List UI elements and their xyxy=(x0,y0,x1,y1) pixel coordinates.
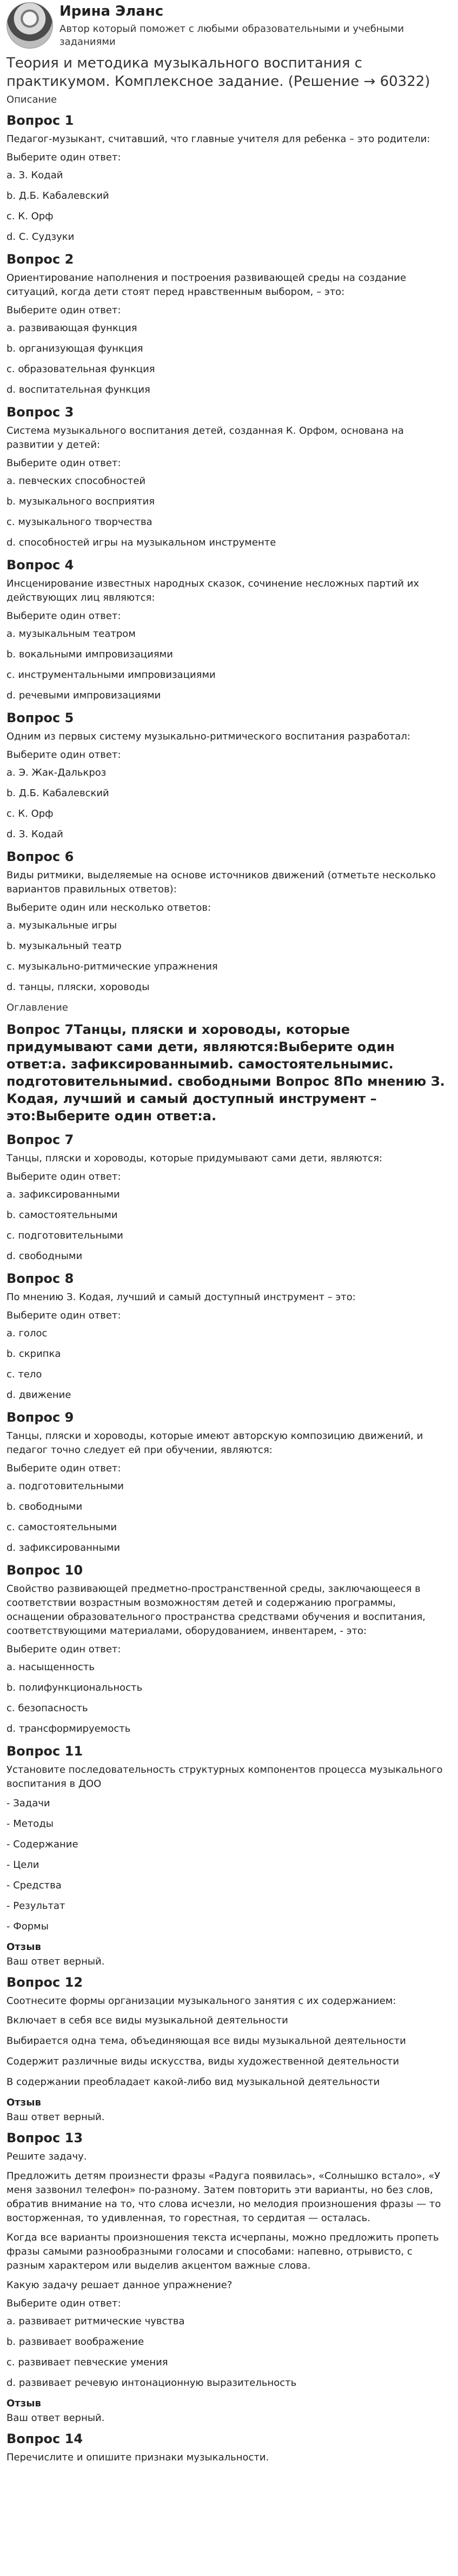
question-block xyxy=(6,1271,452,1401)
question-block xyxy=(6,557,452,702)
description-label: Описание xyxy=(6,94,57,105)
answer-option: b. Д.Б. Кабалевский xyxy=(6,190,109,201)
answer-option: a. развивающая функция xyxy=(6,322,137,334)
question-text: Танцы, пляски и хороводы, которые имеют авторскую композицию движений, и педагог точно следует ей при обучении, являются: xyxy=(6,1430,423,1456)
answer-option: d. зафиксированными xyxy=(6,1542,121,1553)
question-heading: Вопрос 11 xyxy=(6,1744,83,1759)
answer-option: a. певческих способностей xyxy=(6,475,146,487)
question-text: Соотнесите формы организации музыкального занятия с их содержанием: xyxy=(6,1995,396,2007)
answer-option: d. С. Судзуки xyxy=(6,231,75,243)
answer-options xyxy=(6,475,452,549)
answer-options xyxy=(6,170,452,243)
answer-hint: Выберите один ответ: xyxy=(6,610,121,622)
author-name[interactable]: Ирина Эланс xyxy=(59,3,164,19)
answer-option: b. организующая функция xyxy=(6,343,143,354)
avatar[interactable] xyxy=(6,2,53,49)
answer-options xyxy=(6,2316,452,2389)
case-text-2: Когда все варианты произношения текста исчерпаны, можно предложить пропеть фразы самыми разнообразными голосами и способами: напевно, отрывисто, с разным характером или выделив акцентом важные слова. xyxy=(6,2232,439,2271)
question-14 xyxy=(6,2431,452,2465)
answer-option: d. воспитательная функция xyxy=(6,384,150,395)
answer-option: d. свободными xyxy=(6,1250,83,1262)
answer-option: d. способностей игры на музыкальном инструменте xyxy=(6,537,276,548)
answer-options xyxy=(6,920,452,993)
feedback-title: Отзыв xyxy=(6,2398,41,2409)
answer-option: a. З. Кодай xyxy=(6,170,63,181)
answer-option: b. Д.Б. Кабалевский xyxy=(6,788,109,799)
answer-options xyxy=(6,322,452,396)
question-13 xyxy=(6,2130,452,2424)
question-block xyxy=(6,849,452,993)
answer-option: a. музыкальным театром xyxy=(6,628,136,640)
feedback-text: Ваш ответ верный. xyxy=(6,2111,105,2123)
question-heading: Вопрос 2 xyxy=(6,252,74,267)
feedback-text: Ваш ответ верный. xyxy=(6,2412,105,2424)
answer-hint: Выберите один ответ: xyxy=(6,2298,121,2309)
question-12 xyxy=(6,1975,452,2123)
sequence-item: - Результат xyxy=(6,1900,65,1912)
answer-option: d. речевыми импровизациями xyxy=(6,690,161,701)
answer-option: b. вокальными импровизациями xyxy=(6,649,173,660)
question-block xyxy=(6,405,452,549)
answer-option: c. подготовительными xyxy=(6,1230,123,1241)
question-text: Какую задачу решает данное упражнение? xyxy=(6,2279,233,2291)
answer-option: c. тело xyxy=(6,1369,42,1380)
question-text: Педагог-музыкант, считавший, что главные учителя для ребенка – это родители: xyxy=(6,133,430,145)
answer-option: a. насыщенность xyxy=(6,1662,95,1673)
answer-options xyxy=(6,767,452,840)
question-text: Система музыкального воспитания детей, созданная К. Орфом, основана на развитии у детей: xyxy=(6,425,404,450)
feedback-title: Отзыв xyxy=(6,1941,41,1953)
author-info xyxy=(59,2,406,49)
answer-hint: Выберите один ответ: xyxy=(6,749,121,761)
question-block xyxy=(6,710,452,840)
author-block xyxy=(6,2,452,49)
page-title: Теория и методика музыкального воспитания с практикумом. Комплексное задание. (Решение → 60322) xyxy=(6,55,430,90)
question-heading: Вопрос 4 xyxy=(6,557,74,573)
question-heading: Вопрос 12 xyxy=(6,1975,83,1990)
question-text: Свойство развивающей предметно-пространственной среды, заключающееся в соответствии возрастным возможностям детей и содержанию программы, оснащении образовательного пространства средствами обучения и воспитания, соответствующими материалами, оборудованием, инвентарем, - это: xyxy=(6,1583,426,1637)
answer-options xyxy=(6,1328,452,1401)
question-heading: Вопрос 6 xyxy=(6,849,74,864)
answer-option: b. полифункциональность xyxy=(6,1682,143,1693)
answer-option: d. трансформируемость xyxy=(6,1723,131,1734)
answer-option: b. самостоятельными xyxy=(6,1209,118,1221)
question-heading: Вопрос 9 xyxy=(6,1410,74,1425)
question-text: Танцы, пляски и хороводы, которые придумывают сами дети, являются: xyxy=(6,1153,383,1164)
question-block xyxy=(6,1132,452,1262)
question-text: Инсценирование известных народных сказок, сочинение несложных партий их действующих лиц являются: xyxy=(6,578,420,603)
answer-hint: Выберите один ответ: xyxy=(6,1463,121,1474)
answer-option: d. танцы, пляски, хороводы xyxy=(6,981,150,993)
matching-item: Выбирается одна тема, объединяющая все виды музыкальной деятельности xyxy=(6,2035,406,2047)
task-text: Решите задачу. xyxy=(6,2151,87,2162)
answer-option: b. музыкальный театр xyxy=(6,940,122,952)
answer-hint: Выберите один ответ: xyxy=(6,152,121,163)
feedback-title: Отзыв xyxy=(6,2097,41,2108)
question-heading: Вопрос 7 xyxy=(6,1132,74,1147)
matching-item: Включает в себя все виды музыкальной деятельности xyxy=(6,2015,288,2026)
answer-hint: Выберите один ответ: xyxy=(6,1644,121,1655)
answer-option: d. развивает речевую интонационную выразительность xyxy=(6,2377,297,2389)
matching-item: Содержит различные виды искусства, виды художественной деятельности xyxy=(6,2056,400,2067)
sequence-item: - Средства xyxy=(6,1880,62,1891)
question-block xyxy=(6,113,452,243)
question-text: Ориентирование наполнения и построения развивающей среды на создание ситуаций, когда дети стоят перед нравственным выбором, – это: xyxy=(6,272,407,298)
sequence-item: - Методы xyxy=(6,1818,54,1830)
question-heading: Вопрос 1 xyxy=(6,113,74,128)
answer-option: d. движение xyxy=(6,1389,71,1401)
sequence-item: - Цели xyxy=(6,1859,39,1871)
answer-hint: Выберите один или несколько ответов: xyxy=(6,902,211,913)
question-heading: Вопрос 3 xyxy=(6,405,74,420)
answer-option: c. развивает певческие умения xyxy=(6,2357,168,2368)
answer-option: a. подготовительными xyxy=(6,1481,124,1492)
answer-option: c. К. Орф xyxy=(6,211,54,222)
question-text: Перечислите и опишите признаки музыкальности. xyxy=(6,2452,269,2463)
author-description: Автор который поможет с любыми образовательными и учебными заданиями xyxy=(59,23,404,48)
answer-options xyxy=(6,628,452,702)
feedback-text: Ваш ответ верный. xyxy=(6,1956,105,1967)
sequence-list xyxy=(6,1798,452,1933)
answer-option: a. Э. Жак-Далькроз xyxy=(6,767,107,778)
answer-option: a. голос xyxy=(6,1328,48,1339)
matching-list xyxy=(6,2015,452,2088)
answer-hint: Выберите один ответ: xyxy=(6,1171,121,1182)
answer-hint: Выберите один ответ: xyxy=(6,1310,121,1321)
answer-option: b. музыкального восприятия xyxy=(6,496,155,507)
answer-option: a. развивает ритмические чувства xyxy=(6,2316,185,2327)
question-block xyxy=(6,252,452,396)
question-text: Виды ритмики, выделяемые на основе источников движений (отметьте несколько вариантов правильных ответов): xyxy=(6,870,436,895)
answer-hint: Выберите один ответ: xyxy=(6,458,121,469)
answer-option: c. самостоятельными xyxy=(6,1522,117,1533)
sequence-item: - Содержание xyxy=(6,1839,78,1850)
matching-item: В содержании преобладает какой-либо вид музыкальной деятельности xyxy=(6,2076,380,2088)
question-block xyxy=(6,1563,452,1735)
answer-option: d. З. Кодай xyxy=(6,829,63,840)
answer-option: c. К. Орф xyxy=(6,808,54,819)
question-heading: Вопрос 5 xyxy=(6,710,74,725)
answer-hint: Выберите один ответ: xyxy=(6,305,121,316)
questions-part-1 xyxy=(6,113,452,993)
answer-options xyxy=(6,1481,452,1554)
questions-part-2 xyxy=(6,1132,452,1735)
case-text-1: Предложить детям произнести фразы «Радуга появилась», «Солнышко встало», «У меня зазвонил телефон» по-разному. Затем повторить эти варианты, но без слов, обратив внимание на то, что слова исчезли, но мелодия произношения фразы — то восторженная, то удивленная, то горестная, то сердитая — осталась. xyxy=(6,2170,441,2224)
answer-option: c. музыкального творчества xyxy=(6,516,152,528)
answer-option: b. развивает воображение xyxy=(6,2336,144,2348)
answer-option: b. свободными xyxy=(6,1501,83,1512)
question-heading: Вопрос 14 xyxy=(6,2431,83,2446)
answer-option: b. скрипка xyxy=(6,1348,61,1360)
question-text: Установите последовательность структурных компонентов процесса музыкального воспитания в ДОО xyxy=(6,1764,443,1790)
question-11 xyxy=(6,1744,452,1967)
answer-option: c. музыкально-ритмические упражнения xyxy=(6,961,218,972)
answer-options xyxy=(6,1189,452,1262)
answer-option: a. зафиксированными xyxy=(6,1189,120,1200)
answer-option: c. образовательная функция xyxy=(6,364,155,375)
answer-option: c. инструментальными импровизациями xyxy=(6,669,216,681)
answer-option: c. безопасность xyxy=(6,1703,88,1714)
question-text: Одним из первых систему музыкально-ритмического воспитания разработал: xyxy=(6,731,410,742)
question-heading: Вопрос 10 xyxy=(6,1563,83,1578)
sequence-item: - Задачи xyxy=(6,1798,50,1809)
question-text: По мнению З. Кодая, лучший и самый доступный инструмент – это: xyxy=(6,1292,356,1303)
toc-run: Вопрос 7Танцы, пляски и хороводы, которые придумывают сами дети, являются:Выберите один ответ:a. зафиксированнымиb. самостоятельнымис. подготовительнымиd. свободными Вопрос 8По мнению З. Кодая, лучший и самый доступный инструмент – это:Выберите один ответ:a. xyxy=(6,1022,445,1124)
toc-label: Оглавление xyxy=(6,1002,68,1013)
sequence-item: - Формы xyxy=(6,1921,49,1932)
question-heading: Вопрос 13 xyxy=(6,2130,83,2145)
question-block xyxy=(6,1410,452,1554)
answer-options xyxy=(6,1662,452,1735)
answer-option: a. музыкальные игры xyxy=(6,920,117,931)
question-heading: Вопрос 8 xyxy=(6,1271,74,1286)
